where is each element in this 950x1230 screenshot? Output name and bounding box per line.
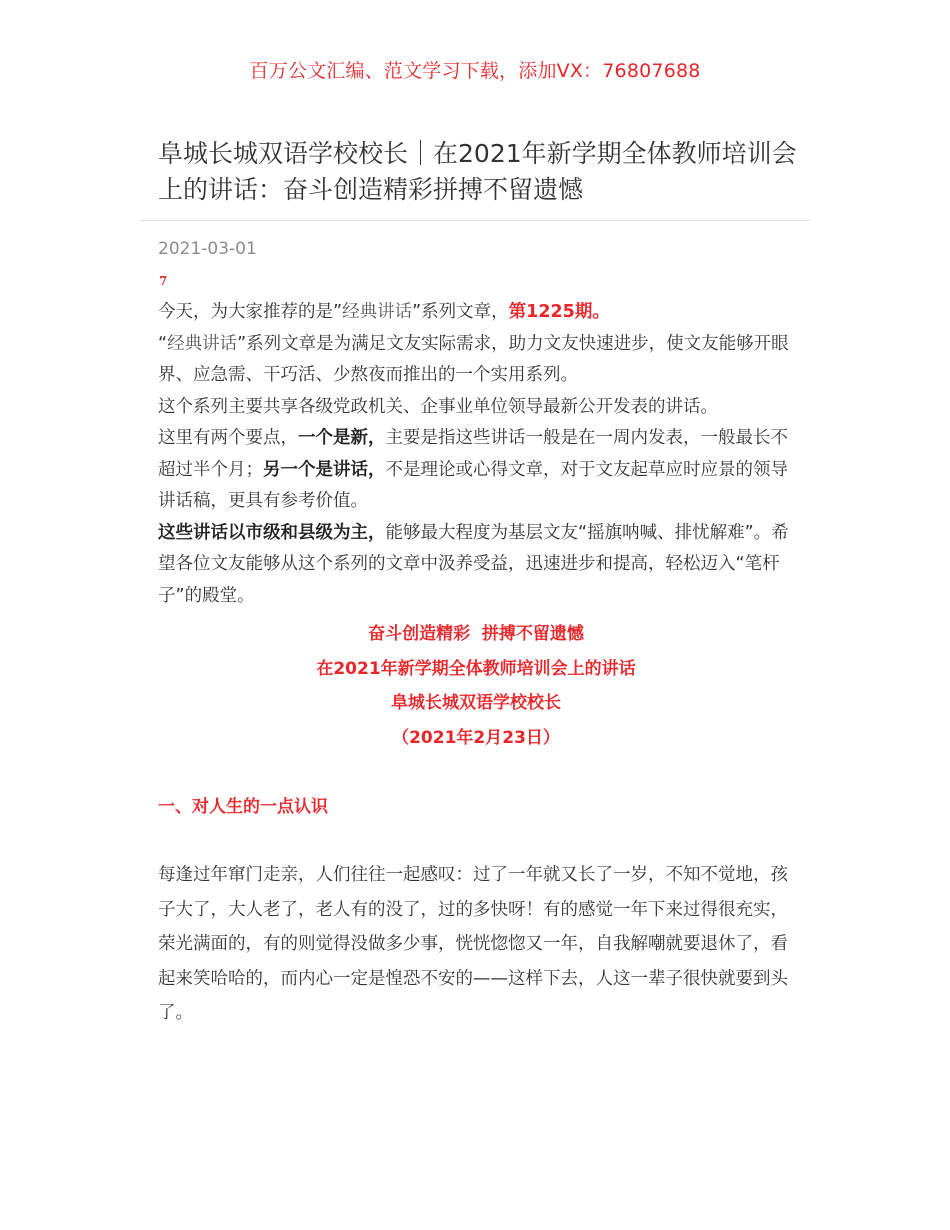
promo-banner: 百万公文汇编、范文学习下载，添加VX：76807688 [249,60,701,82]
intro-paragraph-1 [158,297,794,329]
intro-section [158,297,794,612]
emphasis-text: 另一个是讲话， [263,459,386,480]
text-run: 能够最大程度为基层文友“摇旗呐喊、排忧解难”。希望各位文友能够从这个系列的文章中汲养受益，迅速进步和提高，轻松迈入“笔杆子”的殿堂。 [158,522,789,606]
text-run: ”系列文章是为满足文友实际需求，助力文友快速进步，使文友能够开眼界、应急需、干巧活、少熬夜而推出的一个实用系列。 [158,333,789,385]
issue-number: 第1225期。 [508,302,610,322]
intro-paragraph-5 [158,518,794,613]
speech-date: （2021年2月23日） [392,727,560,748]
publish-date: 2021-03-01 [158,239,257,259]
speech-header [158,617,794,755]
series-name: 经典讲话 [342,302,413,322]
body-paragraph: 每逢过年窜门走亲，人们往往一起感叹：过了一年就又长了一岁，不知不觉地，孩子大了，大人老了，老人有的没了，过的多快呀！有的感觉一年下来过得很充实，荣光满面的，有的则觉得没做多少事，恍恍惚惚又一年，自我解嘲就要退休了，看起来笑哈哈的，而内心一定是惶恐不安的——这样下去，人这一辈子很快就要到头了。 [158,865,788,1023]
intro-paragraph-2 [158,329,794,392]
emphasis-text: 一个是新， [298,428,386,448]
article-title: 阜城长城双语学校校长｜在2021年新学期全体教师培训会上的讲话：奋斗创造精彩拼搏不留遗憾 [158,139,797,204]
speech-title: 在2021年新学期全体教师培训会上的讲话 [316,658,636,679]
speaker: 阜城长城双语学校校长 [391,693,561,713]
emphasis-text: 这些讲话以市级和县级为主， [158,522,386,543]
text-run: “ [158,333,168,354]
text-run: 今天，为大家推荐的是” [158,302,343,322]
title-divider [140,220,810,221]
section-heading: 一、对人生的一点认识 [158,797,328,817]
series-name: 经典讲话 [167,333,238,354]
speech-slogan: 奋斗创造精彩 拼搏不留遗憾 [368,624,584,644]
text-run: 主要是指这些讲话一般是在一周内发表，一般最长不超过半个月； [158,428,788,480]
text-run: ”系列文章， [412,302,509,322]
text-run: 这里有两个要点， [158,428,298,448]
intro-paragraph-3: 这个系列主要共享各级党政机关、企事业单位领导最新公开发表的讲话。 [158,396,718,417]
intro-paragraph-4 [158,423,794,518]
text-run: 不是理论或心得文章，对于文友起草应时应景的领导讲话稿，更具有参考价值。 [158,459,788,511]
small-mark: 7 [159,274,168,288]
